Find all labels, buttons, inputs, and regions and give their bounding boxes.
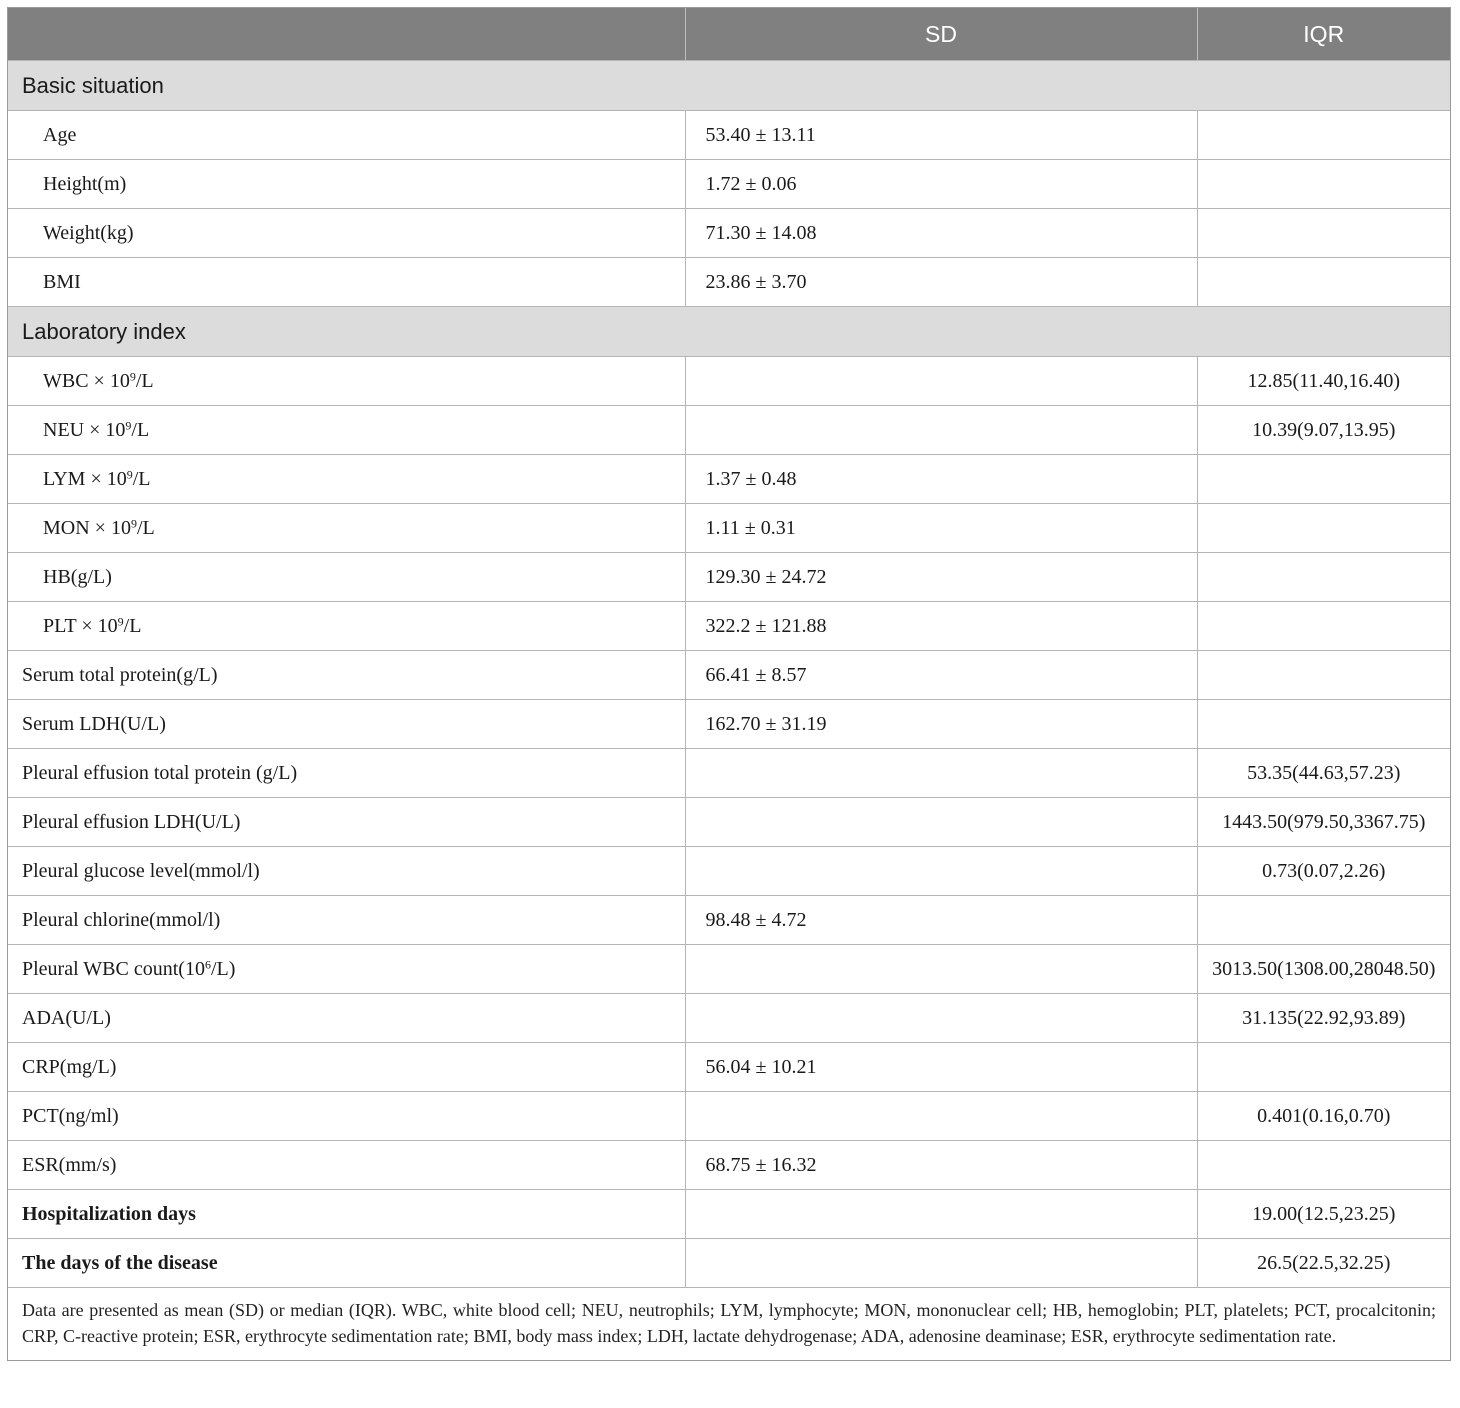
row-label [8, 602, 685, 651]
table-row [8, 1190, 1450, 1239]
row-iqr: 53.35(44.63,57.23) [1197, 749, 1450, 798]
table-row [8, 651, 1450, 700]
row-sd: 1.72 ± 0.06 [685, 160, 1197, 209]
footnote-row [8, 1288, 1450, 1361]
row-label: ADA(U/L) [8, 994, 685, 1043]
row-iqr [1197, 258, 1450, 307]
label-text: PLT × 10 [43, 614, 118, 637]
row-iqr: 1443.50(979.50,3367.75) [1197, 798, 1450, 847]
row-iqr: 26.5(22.5,32.25) [1197, 1239, 1450, 1288]
row-sd: 1.37 ± 0.48 [685, 455, 1197, 504]
row-label: Height(m) [8, 160, 685, 209]
table-row [8, 700, 1450, 749]
row-iqr [1197, 602, 1450, 651]
row-iqr: 0.401(0.16,0.70) [1197, 1092, 1450, 1141]
row-sd [685, 798, 1197, 847]
table-row [8, 209, 1450, 258]
row-label: Pleural effusion LDH(U/L) [8, 798, 685, 847]
row-iqr [1197, 111, 1450, 160]
table-row [8, 945, 1450, 994]
label-text: WBC × 10 [43, 369, 130, 392]
row-label [8, 455, 685, 504]
section-basic-situation: Basic situation [8, 61, 1450, 111]
label-superscript: 9 [125, 417, 132, 432]
row-label [8, 406, 685, 455]
label-superscript: 9 [126, 466, 133, 481]
row-sd [685, 357, 1197, 406]
header-iqr: IQR [1197, 8, 1450, 61]
row-label: Age [8, 111, 685, 160]
row-label: PCT(ng/ml) [8, 1092, 685, 1141]
header-variable [8, 8, 685, 61]
row-iqr [1197, 651, 1450, 700]
table-row [8, 111, 1450, 160]
section-laboratory-index: Laboratory index [8, 307, 1450, 357]
table-row [8, 1141, 1450, 1190]
label-text: MON × 10 [43, 516, 131, 539]
label-superscript: 9 [117, 613, 124, 628]
row-label: The days of the disease [8, 1239, 685, 1288]
row-sd: 1.11 ± 0.31 [685, 504, 1197, 553]
row-label [8, 945, 685, 994]
label-unit: /L [123, 614, 142, 637]
header-row [8, 8, 1450, 61]
row-sd [685, 945, 1197, 994]
label-superscript: 6 [204, 956, 211, 971]
row-sd: 162.70 ± 31.19 [685, 700, 1197, 749]
table-row [8, 504, 1450, 553]
table-row [8, 994, 1450, 1043]
row-label: Pleural chlorine(mmol/l) [8, 896, 685, 945]
label-unit: /L) [210, 957, 236, 980]
data-table-container [7, 7, 1451, 1361]
row-iqr [1197, 700, 1450, 749]
row-sd [685, 1190, 1197, 1239]
row-iqr [1197, 1043, 1450, 1092]
row-sd: 56.04 ± 10.21 [685, 1043, 1197, 1092]
row-sd: 53.40 ± 13.11 [685, 111, 1197, 160]
table-row [8, 1043, 1450, 1092]
table-row [8, 1239, 1450, 1288]
row-iqr: 19.00(12.5,23.25) [1197, 1190, 1450, 1239]
row-sd [685, 1092, 1197, 1141]
label-text: NEU × 10 [43, 418, 126, 441]
table-row [8, 406, 1450, 455]
row-iqr [1197, 896, 1450, 945]
data-table [8, 8, 1450, 1360]
row-iqr: 0.73(0.07,2.26) [1197, 847, 1450, 896]
row-sd: 68.75 ± 16.32 [685, 1141, 1197, 1190]
row-sd [685, 994, 1197, 1043]
table-row [8, 798, 1450, 847]
row-sd: 98.48 ± 4.72 [685, 896, 1197, 945]
table-row [8, 847, 1450, 896]
table-row [8, 1092, 1450, 1141]
row-sd [685, 847, 1197, 896]
row-iqr: 10.39(9.07,13.95) [1197, 406, 1450, 455]
header-sd: SD [685, 8, 1197, 61]
table-row [8, 553, 1450, 602]
row-sd [685, 749, 1197, 798]
row-label: HB(g/L) [8, 553, 685, 602]
row-sd: 23.86 ± 3.70 [685, 258, 1197, 307]
table-row [8, 749, 1450, 798]
row-label: Pleural effusion total protein (g/L) [8, 749, 685, 798]
table-footnote: Data are presented as mean (SD) or median (IQR). WBC, white blood cell; NEU, neutrophils; LYM, lymphocyte; MON, mononuclear cell; HB, hemoglobin; PLT, platelets; PCT, procalcitonin; CRP, C-reactive protein; ESR, erythrocyte sedimentation rate; BMI, body mass index; LDH, lactate dehydrogenase; ADA, adenosine deaminase; ESR, erythrocyte sedimentation rate. [8, 1288, 1450, 1361]
label-unit: /L [135, 369, 154, 392]
row-label: Serum LDH(U/L) [8, 700, 685, 749]
row-iqr: 12.85(11.40,16.40) [1197, 357, 1450, 406]
table-row [8, 357, 1450, 406]
row-iqr [1197, 160, 1450, 209]
row-label: ESR(mm/s) [8, 1141, 685, 1190]
table-row [8, 258, 1450, 307]
row-label: Weight(kg) [8, 209, 685, 258]
label-superscript: 9 [130, 515, 137, 530]
row-label: BMI [8, 258, 685, 307]
section-row [8, 307, 1450, 357]
row-sd: 66.41 ± 8.57 [685, 651, 1197, 700]
row-iqr [1197, 553, 1450, 602]
section-row [8, 61, 1450, 111]
row-sd: 129.30 ± 24.72 [685, 553, 1197, 602]
row-label [8, 357, 685, 406]
label-superscript: 9 [129, 368, 136, 383]
row-iqr [1197, 1141, 1450, 1190]
label-unit: /L [136, 516, 155, 539]
row-label: CRP(mg/L) [8, 1043, 685, 1092]
row-sd [685, 1239, 1197, 1288]
row-sd: 322.2 ± 121.88 [685, 602, 1197, 651]
row-iqr [1197, 455, 1450, 504]
table-row [8, 455, 1450, 504]
label-text: LYM × 10 [43, 467, 127, 490]
table-row [8, 160, 1450, 209]
row-label [8, 504, 685, 553]
row-iqr: 3013.50(1308.00,28048.50) [1197, 945, 1450, 994]
label-text: Pleural WBC count(10 [22, 957, 205, 980]
row-label: Hospitalization days [8, 1190, 685, 1239]
label-unit: /L [132, 467, 151, 490]
table-row [8, 896, 1450, 945]
row-iqr [1197, 209, 1450, 258]
row-label: Pleural glucose level(mmol/l) [8, 847, 685, 896]
row-iqr: 31.135(22.92,93.89) [1197, 994, 1450, 1043]
row-sd: 71.30 ± 14.08 [685, 209, 1197, 258]
label-unit: /L [131, 418, 150, 441]
row-sd [685, 406, 1197, 455]
table-row [8, 602, 1450, 651]
row-iqr [1197, 504, 1450, 553]
row-label: Serum total protein(g/L) [8, 651, 685, 700]
